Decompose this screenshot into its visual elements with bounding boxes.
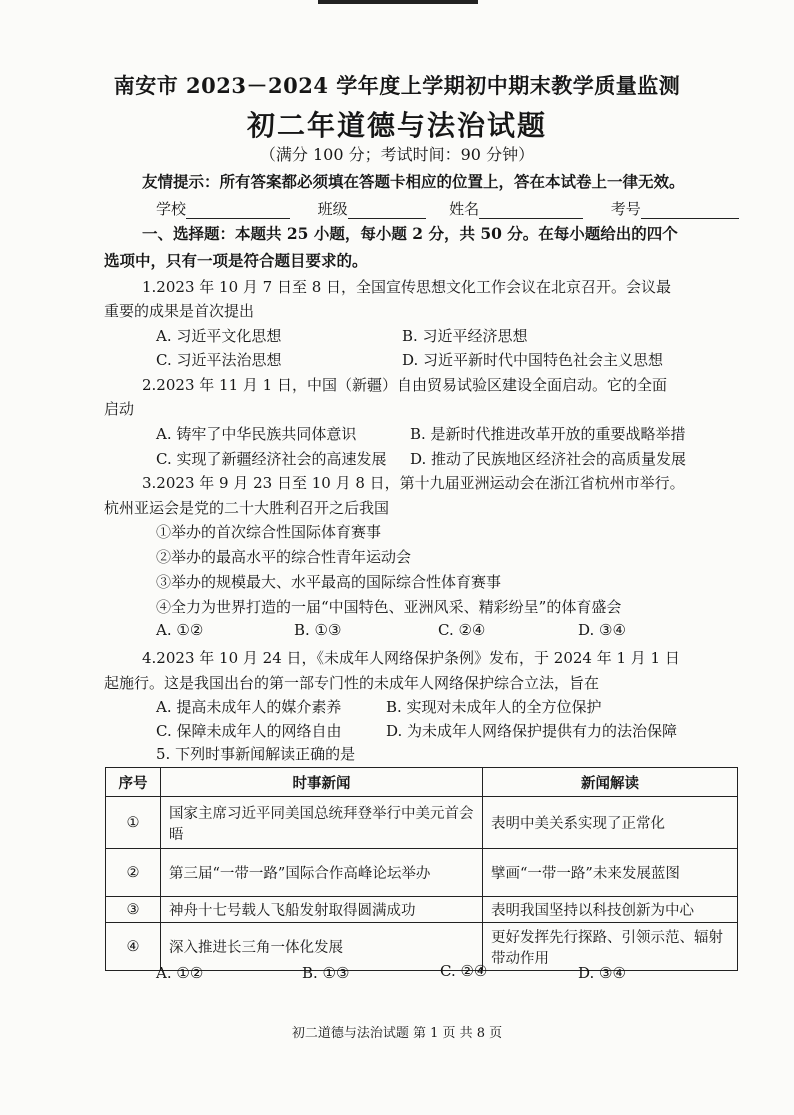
name-blank[interactable] bbox=[479, 202, 583, 219]
table-cell: 第三届“一带一路”国际合作高峰论坛举办 bbox=[161, 849, 483, 897]
news-table bbox=[105, 767, 738, 971]
number-label: 考号 bbox=[610, 200, 641, 218]
q3-option-c: C. ②④ bbox=[438, 621, 486, 639]
q2-stem-cont: 启动 bbox=[104, 400, 135, 418]
q3-statement-4: ④全力为世界打造的一届“中国特色、亚洲风采、精彩纷呈”的体育盛会 bbox=[156, 598, 622, 616]
notice: 友情提示：所有答案都必须填在答题卡相应的位置上，答在本试卷上一律无效。 bbox=[142, 172, 685, 191]
table-header: 序号 bbox=[106, 768, 161, 797]
q4-option-a: A. 提高未成年人的媒介素养 bbox=[156, 698, 342, 716]
q5-option-b: B. ①③ bbox=[302, 964, 350, 982]
exam-title: 南安市 2023－2024 学年度上学期初中期末教学质量监测 bbox=[113, 73, 681, 98]
q5-option-a: A. ①② bbox=[156, 964, 204, 982]
table-cell: ② bbox=[106, 849, 161, 897]
q2-stem: 2.2023 年 11 月 1 日，中国（新疆）自由贸易试验区建设全面启动。它的全面 bbox=[142, 376, 667, 394]
q4-option-b: B. 实现对未成年人的全方位保护 bbox=[386, 698, 602, 716]
q3-option-a: A. ①② bbox=[156, 621, 204, 639]
q3-stem: 3.2023 年 9 月 23 日至 10 月 8 日，第十九届亚洲运动会在浙江省杭州市举行。 bbox=[142, 474, 685, 492]
section-heading: 一、选择题：本题共 25 小题，每小题 2 分，共 50 分。在每小题给出的四个 bbox=[142, 224, 678, 243]
school-label: 学校 bbox=[156, 200, 187, 218]
table-row bbox=[106, 797, 738, 849]
q4-stem-cont: 起施行。这是我国出台的第一部专门性的未成年人网络保护综合立法，旨在 bbox=[104, 674, 600, 692]
q1-stem: 1.2023 年 10 月 7 日至 8 日，全国宣传思想文化工作会议在北京召开。会议最 bbox=[142, 278, 672, 296]
q4-option-d: D. 为未成年人网络保护提供有力的法治保障 bbox=[386, 722, 678, 740]
table-header: 时事新闻 bbox=[161, 768, 483, 797]
q5-stem: 5. 下列时事新闻解读正确的是 bbox=[156, 745, 356, 763]
class-blank[interactable] bbox=[348, 202, 426, 219]
table-row bbox=[106, 849, 738, 897]
table-cell: 擘画“一带一路”未来发展蓝图 bbox=[483, 849, 738, 897]
q3-statement-3: ③举办的规模最大、水平最高的国际综合性体育赛事 bbox=[156, 573, 502, 591]
table-cell: ① bbox=[106, 797, 161, 849]
number-blank[interactable] bbox=[641, 202, 739, 219]
q1-stem-cont: 重要的成果是首次提出 bbox=[104, 302, 255, 320]
q3-option-d: D. ③④ bbox=[578, 621, 626, 639]
table-cell: ④ bbox=[106, 923, 161, 971]
q3-statement-1: ①举办的首次综合性国际体育赛事 bbox=[156, 523, 382, 541]
q3-option-b: B. ①③ bbox=[294, 621, 342, 639]
q2-option-c: C. 实现了新疆经济社会的高速发展 bbox=[156, 450, 387, 468]
q2-option-a: A. 铸牢了中华民族共同体意识 bbox=[156, 425, 357, 443]
q1-option-d: D. 习近平新时代中国特色社会主义思想 bbox=[402, 351, 664, 369]
table-header: 新闻解读 bbox=[483, 768, 738, 797]
table-cell: 更好发挥先行探路、引领示范、辐射带动作用 bbox=[483, 923, 738, 971]
q1-option-b: B. 习近平经济思想 bbox=[402, 327, 528, 345]
q1-option-a: A. 习近平文化思想 bbox=[156, 327, 282, 345]
q5-option-c: C. ②④ bbox=[440, 962, 488, 980]
class-label: 班级 bbox=[317, 200, 348, 218]
q2-option-b: B. 是新时代推进改革开放的重要战略举措 bbox=[410, 425, 686, 443]
section-heading-cont: 选项中，只有一项是符合题目要求的。 bbox=[104, 251, 368, 270]
scan-top-edge bbox=[318, 0, 478, 4]
table-row bbox=[106, 897, 738, 923]
table-cell: 深入推进长三角一体化发展 bbox=[161, 923, 483, 971]
table-cell: 表明我国坚持以科技创新为中心 bbox=[483, 897, 738, 923]
student-info bbox=[156, 198, 739, 219]
table-header-row bbox=[106, 768, 738, 797]
table-cell: ③ bbox=[106, 897, 161, 923]
school-blank[interactable] bbox=[186, 202, 290, 219]
q4-stem: 4.2023 年 10 月 24 日，《未成年人网络保护条例》发布，于 2024 年 1 月 1 日 bbox=[142, 649, 680, 667]
exam-meta: （满分 100 分；考试时间：90 分钟） bbox=[259, 145, 535, 164]
exam-subject: 初二年道德与法治试题 bbox=[246, 109, 547, 142]
table-cell: 神舟十七号载人飞船发射取得圆满成功 bbox=[161, 897, 483, 923]
q1-option-c: C. 习近平法治思想 bbox=[156, 351, 282, 369]
q2-option-d: D. 推动了民族地区经济社会的高质量发展 bbox=[410, 450, 687, 468]
q3-statement-2: ②举办的最高水平的综合性青年运动会 bbox=[156, 548, 412, 566]
table-cell: 国家主席习近平同美国总统拜登举行中美元首会晤 bbox=[161, 797, 483, 849]
q3-stem-cont: 杭州亚运会是党的二十大胜利召开之后我国 bbox=[104, 499, 390, 517]
q4-option-c: C. 保障未成年人的网络自由 bbox=[156, 722, 342, 740]
q5-option-d: D. ③④ bbox=[578, 964, 626, 982]
name-label: 姓名 bbox=[449, 200, 480, 218]
page-footer: 初二道德与法治试题 第 1 页 共 8 页 bbox=[291, 1026, 503, 1041]
table-cell: 表明中美关系实现了正常化 bbox=[483, 797, 738, 849]
